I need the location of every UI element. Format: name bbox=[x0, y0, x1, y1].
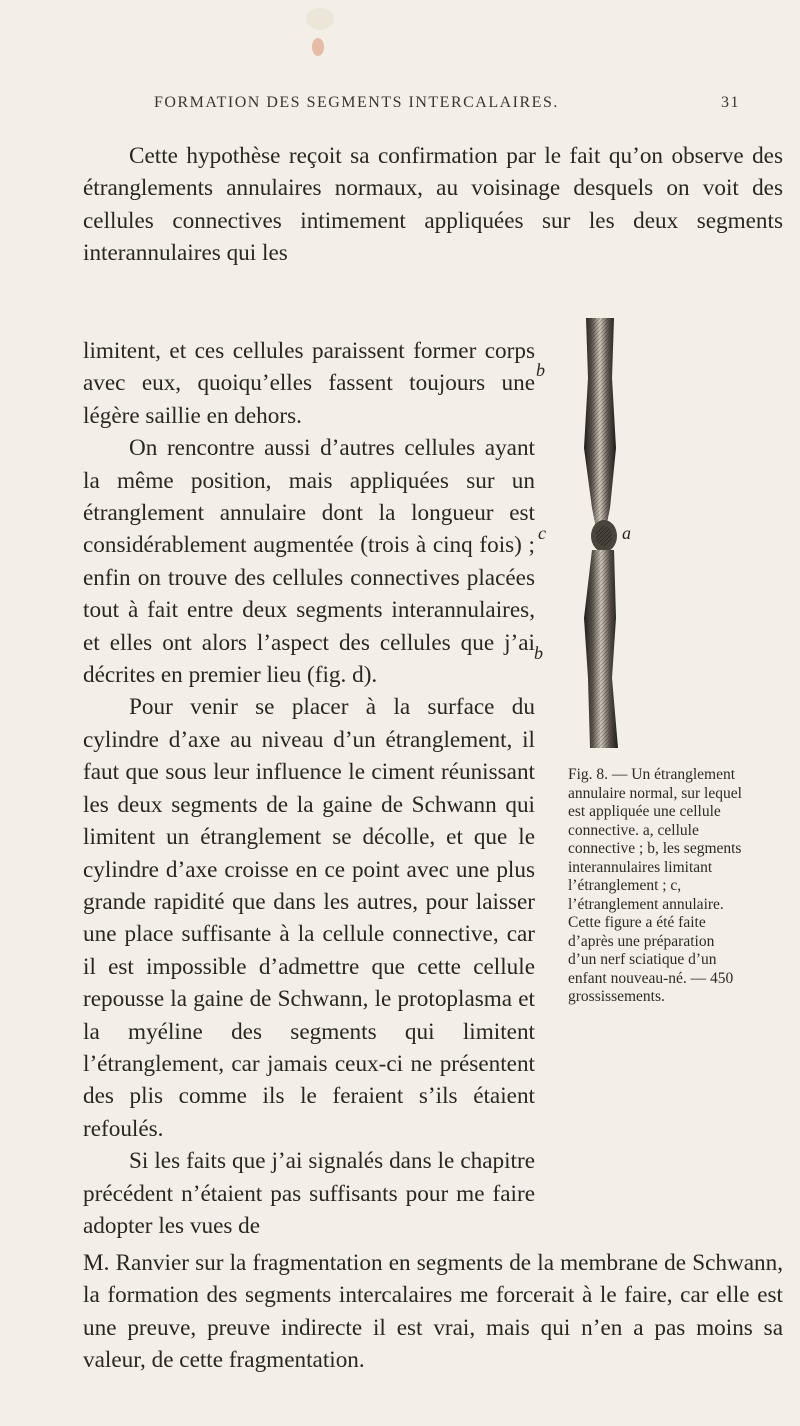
nerve-fiber-drawing bbox=[544, 318, 634, 758]
paragraph-4: Si les faits que j’ai signalés dans le chapitre précédent n’étaient pas suffisants pour me faire adopter les vues de bbox=[83, 1148, 535, 1239]
narrow-column bbox=[83, 335, 535, 1242]
paragraph-2: On rencontre aussi d’autres cellules ayant la même position, mais appliquées sur un étranglement annulaire dont la longueur est considérablement augmentée (trois à cinq fois) ; enfin on trouve des cellules connectives placées tout à fait entre deux segments interannulaires, et elles ont alors l’aspect des cellules que j’ai décrites en premier lieu (fig. d). bbox=[83, 435, 535, 689]
paragraph-1-continued: limitent, et ces cellules paraissent former corps avec eux, quoiqu’elles fassent toujours une légère saillie en dehors. bbox=[83, 338, 535, 429]
page-stain bbox=[306, 8, 334, 30]
paragraph-1: Cette hypothèse reçoit sa confirmation par le fait qu’on observe des étranglements annulaires normaux, au voisinage desquels on voit des cellules connectives intimement appliquées sur les deux segments interannulaires qui les bbox=[83, 143, 783, 267]
label-a: a bbox=[622, 523, 631, 543]
caption-text: Fig. 8. — Un étranglement annulaire normal, sur lequel est appliquée une cellule connective. a, cellule connective ; b, les segments interannulaires limitant l’étranglement ; c, l’étranglement annulaire. Cette figure a été faite d’après une préparation d’un nerf sciatique d’un enfant nouveau-né. — 450 grossissements. bbox=[568, 766, 742, 1005]
figure-caption bbox=[568, 766, 746, 1007]
running-head bbox=[84, 94, 740, 118]
figure-8-nerve-illustration bbox=[534, 318, 634, 758]
page-number: 31 bbox=[721, 94, 740, 111]
label-b-top: b bbox=[536, 360, 545, 380]
label-c: c bbox=[538, 523, 546, 543]
final-paragraph bbox=[83, 1247, 783, 1377]
paragraph-4-continued: M. Ranvier sur la fragmentation en segments de la membrane de Schwann, la formation des segments intercalaires me forcerait à le faire, car elle est une preuve, preuve indirecte il est vrai, mais qui n’en a pas moins sa valeur, de cette fragmentation. bbox=[83, 1250, 783, 1374]
page-stain bbox=[312, 38, 324, 56]
running-head-title: FORMATION DES SEGMENTS INTERCALAIRES. bbox=[154, 94, 559, 111]
paragraph-3: Pour venir se placer à la surface du cylindre d’axe au niveau d’un étranglement, il faut que sous leur influence le ciment réunissant les deux segments de la gaine de Schwann qui limitent un étranglement se décolle, et que le cylindre d’axe croisse en ce point avec une plus grande rapidité que dans les autres, pour laisser une place suffisante à la cellule connective, car il est impossible d’admettre que cette cellule repousse la gaine de Schwann, le protoplasma et la myéline des segments qui limitent l’étranglement, car jamais ceux-ci ne présentent des plis comme ils le feraient s’ils étaient refoulés. bbox=[83, 694, 535, 1142]
label-b-bottom: b bbox=[534, 643, 543, 663]
